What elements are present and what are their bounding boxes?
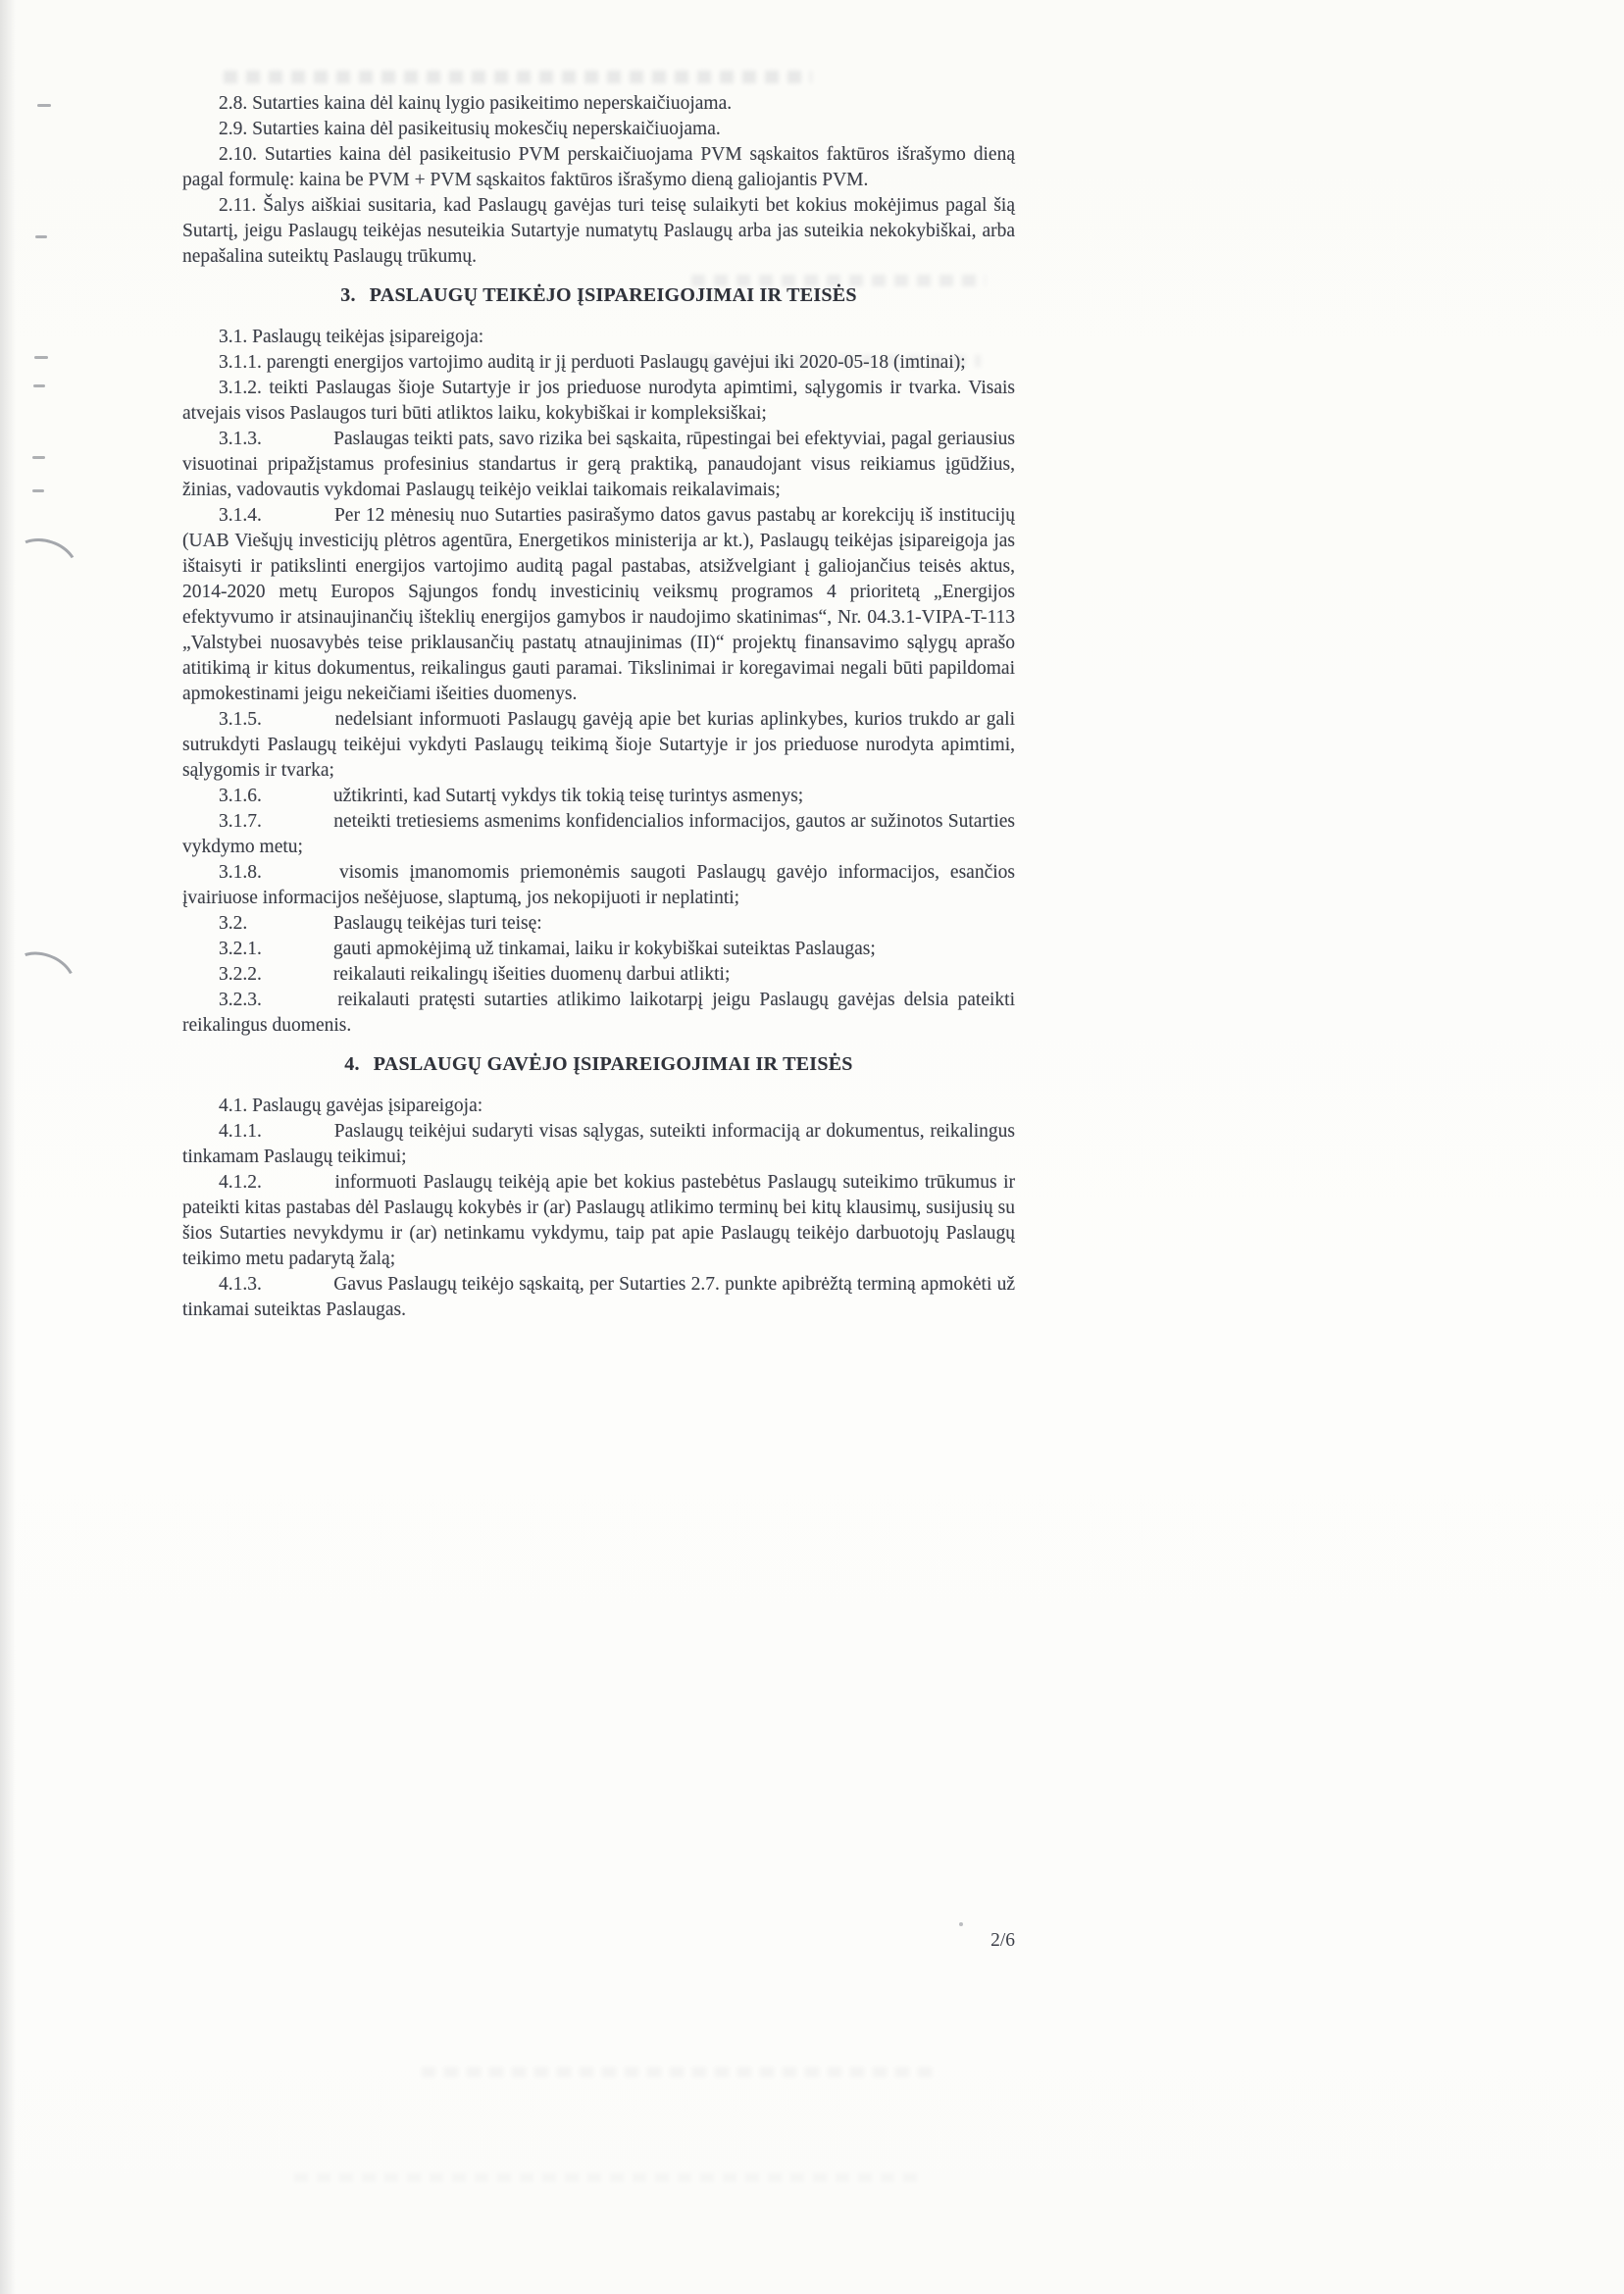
clause-text: Gavus Paslaugų teikėjo sąskaitą, per Sutarties 2.7. punkte apibrėžtą terminą apmokėti už tinkamai suteiktas Paslaugas.: [182, 1274, 1016, 1320]
margin-pen-dash: [32, 489, 44, 492]
clause-paragraph: [182, 503, 1015, 707]
clause-number: 3.1.5.: [219, 709, 262, 730]
scan-speck: [959, 1922, 963, 1926]
page-number: 2/6: [990, 1930, 1015, 1951]
clause-paragraph: [182, 1272, 1015, 1323]
clause-paragraph: [182, 860, 1015, 911]
clause-paragraph: [182, 1170, 1015, 1272]
clause-number: 3.1.2.: [219, 378, 262, 398]
clause-number: 4.1.1.: [219, 1121, 262, 1142]
clause-text: Šalys aiškiai susitaria, kad Paslaugų gavėjas turi teisę sulaikyti bet kokius mokėjimus pagal šią Sutartį, jeigu Paslaugų teikėjas nesuteikia Sutartyje numatytų Paslaugų arba jas suteikia nekokybiškai, arba nepašalina suteiktų Paslaugų trūkumų.: [182, 195, 1015, 267]
margin-pen-arc: [4, 530, 85, 599]
clause-number: 3.1.7.: [219, 811, 262, 832]
section-title: PASLAUGŲ TEIKĖJO ĮSIPAREIGOJIMAI IR TEISĖS: [369, 284, 857, 306]
clause-number: 3.1.1.: [219, 352, 262, 373]
clause-number: 4.1.3.: [219, 1274, 262, 1295]
section-title: PASLAUGŲ GAVĖJO ĮSIPAREIGOJIMAI IR TEISĖS: [373, 1053, 853, 1075]
clause-number: 3.1.3.: [219, 429, 262, 449]
clause-paragraph: [182, 91, 1015, 117]
clause-paragraph: [182, 350, 1015, 376]
section-number: 3.: [340, 284, 356, 306]
clause-text: Paslaugų teikėjas turi teisę:: [332, 913, 542, 934]
clause-text: Paslaugų gavėjas įsipareigoja:: [252, 1096, 483, 1116]
clause-text: nedelsiant informuoti Paslaugų gavėją apie bet kurias aplinkybes, kurios trukdo ar gali sutrukdyti Paslaugų teikėjui vykdyti Paslaugų teikimą šioje Sutartyje ir jos prieduose nurodyta apimtimi, sąlygomis ir tvarka;: [182, 709, 1016, 781]
margin-pen-dash: [33, 384, 45, 387]
clause-text: gauti apmokėjimą už tinkamai, laiku ir kokybiškai suteiktas Paslaugas;: [332, 939, 876, 959]
clause-text: teikti Paslaugas šioje Sutartyje ir jos prieduose nurodyta apimtimi, sąlygomis ir tvarka. Visais atvejais visos Paslaugos turi būti atliktos laiku, kokybiškai ir kompleksiškai;: [182, 378, 1015, 424]
clause-number: 2.11.: [219, 195, 257, 216]
clause-paragraph: [182, 911, 1015, 937]
clause-text: Paslaugų teikėjas įsipareigoja:: [252, 327, 484, 347]
margin-pen-dash: [32, 456, 45, 459]
clause-paragraph: [182, 1119, 1015, 1170]
clause-number: 3.1.8.: [219, 862, 262, 883]
clause-number: 4.1.: [219, 1096, 248, 1116]
clause-text: reikalauti pratęsti sutarties atlikimo laikotarpį jeigu Paslaugų gavėjas delsia pateikti reikalingus duomenis.: [182, 990, 1015, 1036]
document-body: [182, 91, 1015, 1323]
clause-text: reikalauti reikalingų išeities duomenų darbui atlikti;: [332, 964, 731, 985]
clause-text: Per 12 mėnesių nuo Sutarties pasirašymo datos gavus pastabų ar korekcijų iš institucijų (UAB Viešųjų investicijų plėtros agentūra, Energetikos ministerija ar kt.), Paslaugų teikėjas įsipareigoja jas ištaisyti ir patikslinti energijos vartojimo auditą pagal pastabas, atsižvelgiant į galiojančius teisės aktus, 2014-2020 metų Europos Sąjungos fondų investicinių veiksmų programos 4 prioritetą „Energijos efektyvumo ir atsinaujinančių išteklių energijos gamybos ir naudojimo skatinimas“, Nr. 04.3.1-VIPA-T-113 „Valstybei nuosavybės teise priklausančių pastatų atnaujinimas (II)“ projektų finansavimo sąlygų aprašo atitikimą ir kitus dokumentus, reikalingus gauti paramai. Tikslinimai ir koregavimai negali būti papildomai apmokestinami jeigu nekeičiami išeities duomenys.: [182, 505, 1015, 704]
margin-pen-dash: [37, 104, 51, 107]
clause-paragraph: [182, 1094, 1015, 1119]
scan-bleedthrough-smudge: [422, 2067, 932, 2077]
clause-number: 3.2.2.: [219, 964, 262, 985]
clause-number: 4.1.2.: [219, 1172, 262, 1193]
clause-text: Paslaugų teikėjui sudaryti visas sąlygas, suteikti informaciją ar dokumentus, reikalingus tinkamam Paslaugų teikimui;: [182, 1121, 1016, 1167]
clause-paragraph: [182, 117, 1015, 142]
clause-paragraph: [182, 988, 1015, 1039]
clause-paragraph: [182, 142, 1015, 193]
clause-number: 3.1.4.: [219, 505, 262, 526]
section-heading: [182, 282, 1015, 308]
clause-paragraph: [182, 809, 1015, 860]
clause-paragraph: [182, 707, 1015, 784]
scan-edge-shadow: [0, 0, 16, 2294]
clause-number: 3.2.3.: [219, 990, 262, 1010]
clause-text: informuoti Paslaugų teikėją apie bet kokius pastebėtus Paslaugų suteikimo trūkumus ir pateikti kitas pastabas dėl Paslaugų kokybės ir (ar) Paslaugų atlikimo terminų bei kitų klausimų, susijusių su šios Sutarties nevykdymu ir (ar) netinkamu vykdymu, taip pat apie Paslaugų teikėjo darbuotojų Paslaugų teikimo metu padarytą žalą;: [182, 1172, 1016, 1269]
clause-paragraph: [182, 376, 1015, 427]
scan-bleedthrough-smudge: [224, 71, 812, 83]
clause-text: parengti energijos vartojimo auditą ir jį perduoti Paslaugų gavėjui iki 2020-05-18 (imtinai);: [266, 352, 966, 373]
clause-text: Sutarties kaina dėl pasikeitusio PVM perskaičiuojama PVM sąskaitos faktūros išrašymo dieną pagal formulę: kaina be PVM + PVM sąskaitos faktūros išrašymo dieną galiojantis PVM.: [182, 144, 1015, 190]
clause-number: 3.1.: [219, 327, 248, 347]
clause-paragraph: [182, 325, 1015, 350]
clause-paragraph: [182, 193, 1015, 270]
clause-number: 2.8.: [219, 93, 248, 114]
clause-number: 2.9.: [219, 119, 248, 139]
clause-text: Sutarties kaina dėl pasikeitusių mokesčių neperskaičiuojama.: [252, 119, 721, 139]
clause-number: 3.2.: [219, 913, 248, 934]
clause-paragraph: [182, 937, 1015, 962]
section-number: 4.: [344, 1053, 360, 1075]
clause-paragraph: [182, 962, 1015, 988]
clause-text: užtikrinti, kad Sutartį vykdys tik tokią teisę turintys asmenys;: [332, 786, 804, 806]
clause-number: 3.1.6.: [219, 786, 262, 806]
clause-number: 2.10.: [219, 144, 257, 165]
clause-text: visomis įmanomomis priemonėmis saugoti Paslaugų gavėjo informacijos, esančios įvairiuose informacijos nešėjuose, slaptumą, jos nekopijuoti ir neplatinti;: [182, 862, 1015, 908]
clause-number: 3.2.1.: [219, 939, 262, 959]
margin-pen-dash: [35, 235, 47, 238]
clause-paragraph: [182, 784, 1015, 809]
clause-text: neteikti tretiesiems asmenims konfidencialios informacijos, gautos ar sužinotos Sutarties vykdymo metu;: [182, 811, 1015, 857]
section-heading: [182, 1051, 1015, 1077]
scan-bleedthrough-smudge: [294, 2173, 922, 2182]
clause-text: Sutarties kaina dėl kainų lygio pasikeitimo neperskaičiuojama.: [252, 93, 733, 114]
clause-paragraph: [182, 427, 1015, 503]
clause-text: Paslaugas teikti pats, savo rizika bei sąskaita, rūpestingai bei efektyviai, pagal geriausius visuotinai pripažįstamus profesinius standartus ir gerą praktiką, panaudojant visus reikiamus įgūdžius, žinias, vadovautis vykdomai Paslaugų teikėjo veiklai taikomais reikalavimais;: [182, 429, 1015, 500]
margin-pen-dash: [34, 356, 48, 359]
